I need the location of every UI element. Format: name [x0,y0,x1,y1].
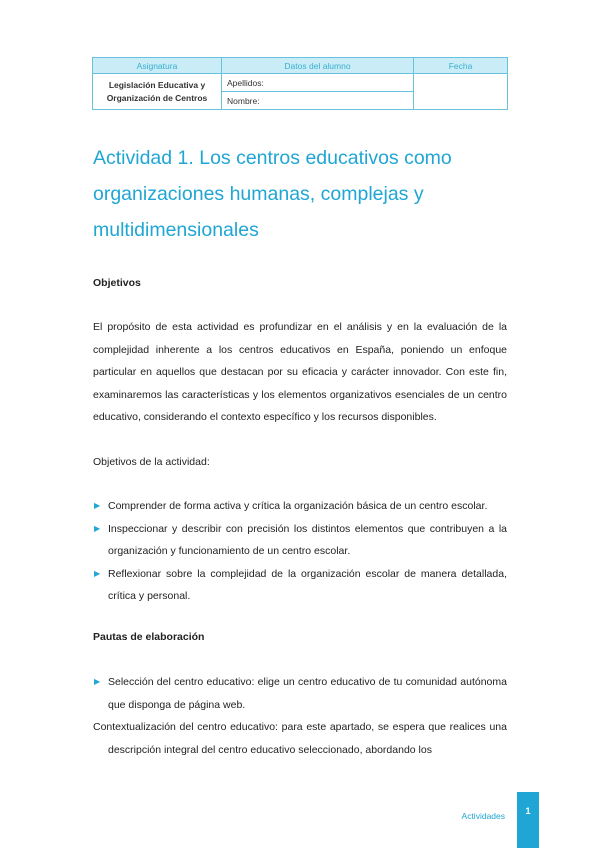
page-title: Actividad 1. Los centros educativos como organizaciones humanas, complejas y multidimensionales [93,147,452,241]
name-field[interactable]: Nombre: [222,92,414,110]
list-item [93,518,507,563]
list-item-text: Reflexionar sobre la complejidad de la organización escolar de manera detallada, crítica y personal. [108,567,507,602]
guidelines-heading: Pautas de elaboración [93,631,205,643]
subject-cell: Legislación Educativa y Organización de Centros [93,74,222,110]
list-item-text: Inspeccionar y describir con precisión los distintos elementos que contribuyen a la organización y funcionamiento de un centro escolar. [108,522,507,557]
date-field[interactable] [414,74,508,110]
triangle-right-icon: ▶ [94,677,101,686]
triangle-right-icon: ▶ [94,523,101,533]
objectives-paragraph: El propósito de esta actividad es profundizar en el análisis y en la evaluación de la complejidad inherente a los centros educativos en España, poniendo un enfoque particular en aquellos que destacan por su eficacia y carácter innovador. Con este fin, examinaremos las características y los elementos organizativos esenciales de un centro educativo, considerando el contexto específico y los recursos disponibles. [93,321,507,423]
list-item [93,671,507,716]
list-item [93,495,507,518]
list-item [93,563,507,608]
list-item-text: Comprender de forma activa y crítica la organización básica de un centro escolar. [108,500,488,512]
guidelines-paragraph: Contextualización del centro educativo: para este apartado, se espera que realices una descripción integral del centro educativo seleccionado, abordando los [93,721,507,756]
activity-objectives-list [93,495,507,608]
activity-objectives-label: Objetivos de la actividad: [93,456,210,468]
header-col-date: Fecha [414,58,508,74]
header-col-subject: Asignatura [93,58,222,74]
header-col-student: Datos del alumno [222,58,414,74]
surname-field[interactable]: Apellidos: [222,74,414,92]
triangle-right-icon: ▶ [94,568,101,578]
objectives-heading: Objetivos [93,277,141,289]
list-item-text: Selección del centro educativo: elige un centro educativo de tu comunidad autónoma que disponga de página web. [108,676,507,711]
triangle-right-icon: ▶ [94,501,101,510]
header-table [92,57,508,110]
guidelines-list [93,671,507,716]
page-number: 1 [517,792,539,848]
footer-label: Actividades [461,811,505,821]
